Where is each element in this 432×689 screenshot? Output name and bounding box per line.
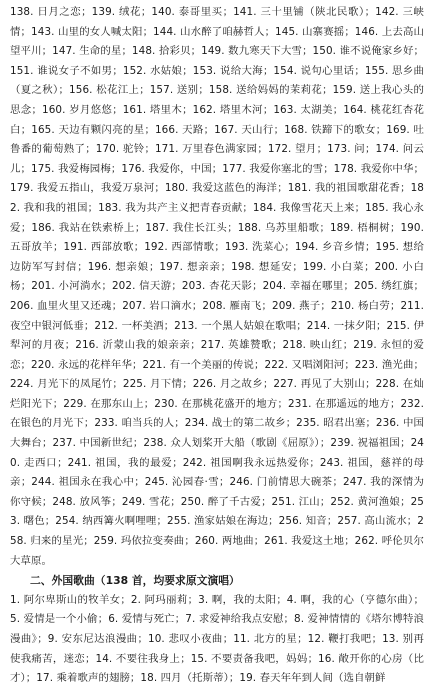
- foreign-song-list: 1. 阿尔卑斯山的牧羊女；2. 阿玛丽莉；3. 啊，我的太阳；4. 啊，我的心（亨德尔曲）；5. 爱情是一个小偷；6. 爱情与死亡；7. 求爱神给我点安慰；8. 爱神情情的《塔尔博特浪漫曲》；9. 安东尼达浪漫曲；10. 悲叹小夜曲；11. 北方的星；12. 鞭打我吧；13. 别再使我痛苦，迷恋；14. 不要往我身上；15. 不要责备我吧，妈妈；16. 敞开你的心房（比才）；17. 乘着歌声的翅膀；18. 四月（托斯蒂）；19. 春天年年到人间（选自朝鲜: [10, 593, 424, 685]
- section-heading-foreign-songs: 二、外国歌曲（138 首，均要求原文演唱）: [30, 574, 240, 588]
- chinese-song-list: 138. 日月之恋；139. 绒花；140. 泰哥里买；141. 三十里铺（陕北民歌）；142. 三峡情；143. 山里的女人喊太阳；144. 山水醉了咱赫哲人；145. 山寨赛摇；146. 上去高山望平川；147. 生命的星；148. 拾彩贝；149. 数九寒天下大雪；150. 谁不说俺家乡好；151. 谁说女子不如男；152. 水姑娘；153. 说给大海；154. 说句心里话；155. 思乡曲（夏之秋）；156. 松花江上；157. 送别；158. 送给妈妈的茉莉花；159. 送上我心头的思念；160. 岁月悠悠；161. 塔里木；162. 塔里木河；163. 太湖美；164. 桃花红杏花白；165. 天边有颗闪亮的星；166. 天路；167. 天山行；168. 铁蹄下的歌女；169. 吐鲁番的葡萄熟了；170. 驼铃；171. 万里春色满家园；172. 望月；173. 问；174. 问云儿；175. 我爱梅园梅；176. 我爱你，中国；177. 我爱你塞北的雪；178. 我爱你中华；179. 我爱五指山，我爱万泉河；180. 我爱这蓝色的海洋；181. 我的祖国歌甜花香；182. 我和我的祖国；183. 我为共产主义把青春贡献；184. 我像雪花天上来；185. 我心永爱；186. 我站在铁索桥上；187. 我住长江头；188. 乌苏里船歌；189. 梧桐树；190. 五哥放羊；191. 西部放歌；192. 西部情歌；193. 洗菜心；194. 乡音乡情；195. 想给边防军写封信；196. 想亲娘；197. 想亲亲；198. 想延安；199. 小白菜；200. 小白杨；201. 小河淌水；202. 信天游；203. 杏花天影；204. 幸福在哪里；205. 绣红旗；206. 血里火里又还魂；207. 岩口滴水；208. 雁南飞；209. 燕子；210. 杨白劳；211. 夜空中银河低垂；212. 一杯美酒；213. 一个黑人姑娘在歌唱；214. 一抹夕阳；215. 伊犁河的月夜；216. 沂蒙山我的娘亲亲；217. 英雄赞歌；218. 映山红；219. 永恒的爱恋；220. 永远的花样年华；221. 有一个美丽的传说；222. 又唱浏阳河；223. 渔光曲；224. 月光下的凤尾竹；225. 月下情；226. 月之故乡；227. 再见了大别山；228. 在灿烂阳光下；229. 在那东山上；230. 在那桃花盛开的地方；231. 在那遥远的地方；232. 在银色的月光下；233. 咱当兵的人；234. 战士的第二故乡；235. 昭君出塞；236. 中国大舞台；237. 中国新世纪；238. 众人划桨开大船（歌剧《屈原》）；239. 祝福祖国；240. 走西口；241. 祖国，我的最爱；242. 祖国啊我永远热爱你；243. 祖国，慈祥的母亲；244. 祖国永在我心中；245. 沁园春·雪；246. 门前情思大碗茶；247. 我的深情为你守候；248. 放风筝；249. 雪花；250. 醉了千古爱；251. 江山；252. 黄河渔娘；253. 曙色；254. 纳西篝火啊哩哩；255. 渔家姑娘在海边；256. 知音；257. 高山流水；258. 归来的星光；259. 玛依拉变奏曲；260. 两地曲；261. 我爱这土地；262. 呼伦贝尔大草原。: [10, 6, 424, 567]
